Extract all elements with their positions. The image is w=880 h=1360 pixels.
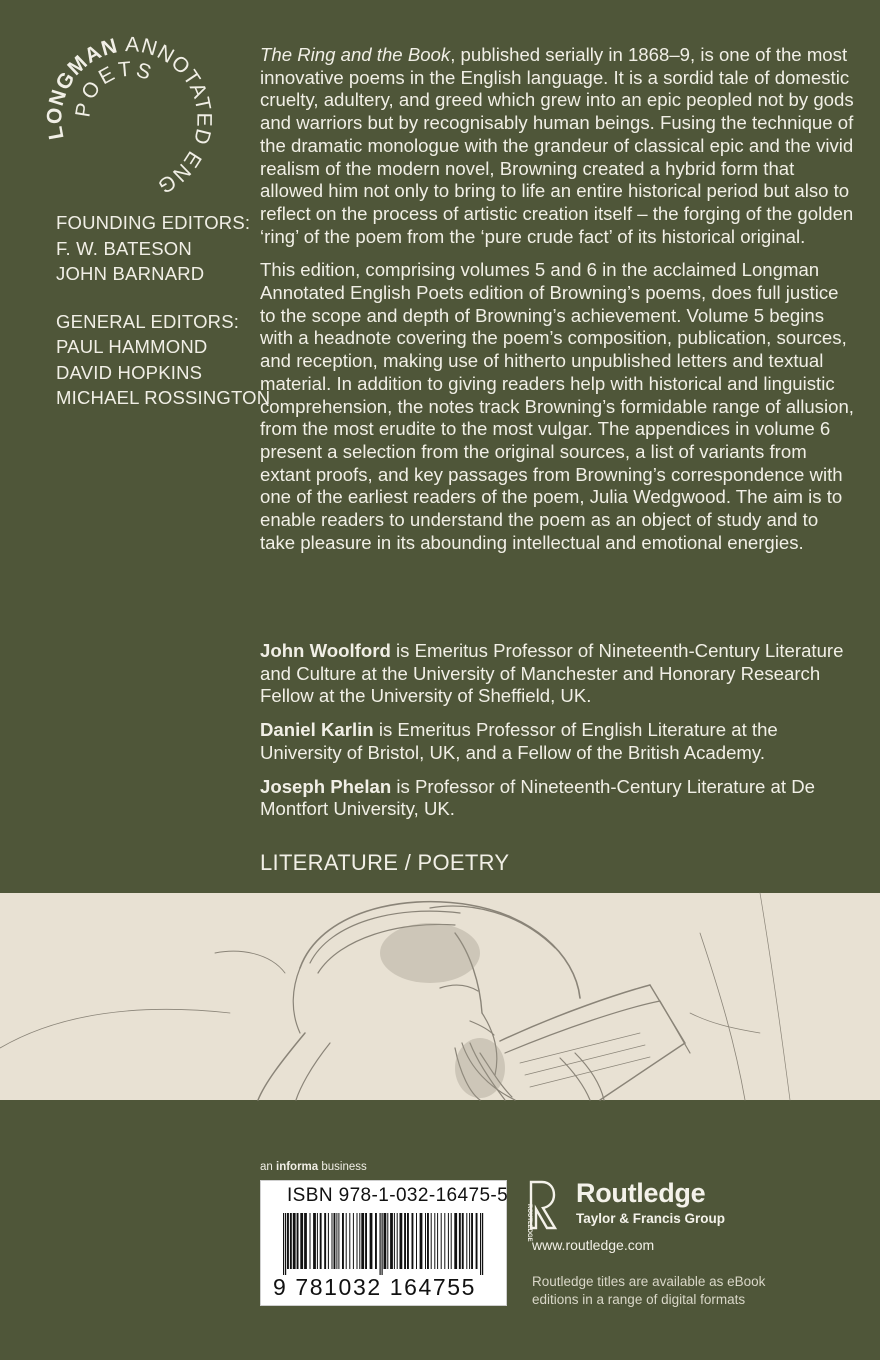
logo-word-longman: LONGMAN [43, 34, 121, 142]
book-title: The Ring and the Book [260, 44, 451, 65]
publisher-url[interactable]: www.routledge.com [532, 1237, 655, 1253]
barcode-bar [400, 1213, 403, 1269]
barcode-bar [310, 1213, 311, 1269]
author-bio [260, 776, 856, 821]
barcode-bar [431, 1213, 432, 1269]
barcode-bar [434, 1213, 435, 1269]
barcode-bar [317, 1213, 318, 1269]
isbn-label: ISBN 978-1-032-16475-5 [287, 1185, 509, 1206]
barcode-bar [357, 1213, 358, 1269]
barcode-bar [324, 1213, 326, 1269]
description-paragraph-1 [260, 44, 856, 248]
barcode-bar [448, 1213, 449, 1269]
description-paragraph-1-text: , published serially in 1868–9, is one of the most innovative poems in the English language. It is a sordid tale of domestic cruelty, adultery, and greed which grew into an epic peopled not by gods and warriors but by recognisably human beings. Fusing the technique of the dramatic monologue with the grandeur of classical epic and the vivid realism of the modern novel, Browning created a hybrid form that allowed him not only to bring to life an entire historical period but also to reflect on the process of artistic creation itself – the forging of the golden ‘ring’ of the poem from the ‘pure crude fact’ of its historical original. [260, 44, 854, 247]
general-editor: PAUL HAMMOND [56, 336, 208, 357]
barcode-bar [444, 1213, 445, 1269]
barcode-bar [425, 1213, 426, 1269]
barcode-bar [328, 1213, 329, 1269]
author-bio-text: is Emeritus Professor of Nineteenth-Century Literature and Culture at the University of Manchester and Honorary Research Fellow at the University of Sheffield, UK. [260, 640, 844, 707]
barcode-bar [332, 1213, 333, 1269]
author-name: Daniel Karlin [260, 719, 374, 741]
barcode-bar [476, 1213, 478, 1269]
barcode-guard-bar [285, 1213, 286, 1275]
barcode-guard-bar [380, 1213, 381, 1275]
author-bio [260, 640, 856, 708]
book-description [260, 44, 856, 554]
barcode-bar [437, 1213, 438, 1269]
informa-brand: informa [276, 1161, 319, 1173]
series-logo-circle [41, 22, 216, 200]
svg-text:LONGMAN ANNOTATED ENGLISH [42, 22, 216, 198]
general-editor: DAVID HOPKINS [56, 361, 203, 383]
barcode-bar [287, 1213, 289, 1269]
author-bio [260, 719, 856, 764]
barcode-bar [427, 1213, 429, 1269]
barcode-bar [320, 1213, 322, 1269]
general-editors-label: GENERAL EDITORS: [56, 310, 240, 332]
barcode-bar [290, 1213, 292, 1269]
logo-word-poets: POETS [71, 57, 157, 119]
barcode-bar [387, 1213, 388, 1269]
barcode-bar [459, 1213, 461, 1269]
general-editors [56, 309, 270, 411]
barcode-bar [361, 1213, 364, 1269]
barcode-bar [404, 1213, 406, 1269]
barcode-bar [353, 1213, 354, 1269]
barcode-bar [342, 1213, 344, 1269]
author-name: John Woolford [260, 640, 391, 661]
routledge-logo-text: ROUTLEDGE [526, 1204, 532, 1242]
barcode-bars [281, 1213, 486, 1275]
barcode-bar [334, 1213, 336, 1269]
routledge-logo-icon [526, 1180, 558, 1242]
sketch-drawing [0, 893, 880, 1100]
barcode-bar [336, 1213, 337, 1269]
subject-category: LITERATURE / POETRY [260, 850, 510, 875]
barcode-bar [466, 1213, 467, 1269]
author-bio-text: is Emeritus Professor of English Literature at the University of Bristol, UK, and a Fellow of the British Academy. [260, 719, 778, 763]
logo-word-rest: ANNOTATED ENGLISH [41, 22, 216, 199]
barcode-bar [370, 1213, 373, 1269]
barcode-bar [416, 1213, 417, 1269]
author-bio-text: is Professor of Nineteenth-Century Literature at De Montfort University, UK. [260, 775, 815, 820]
barcode-bar [469, 1213, 470, 1269]
author-name: Joseph Phelan [260, 775, 392, 797]
barcode-bar [304, 1213, 307, 1269]
barcode-bar [297, 1213, 299, 1269]
description-paragraph-2: This edition, comprising volumes 5 and 6 in the acclaimed Longman Annotated English Poets edition of Browning’s poems, does full justice to the scope and depth of Browning’s achievement. Volume 5 begins with a headnote covering the poem’s composition, publication, sources, and reception, making use of hitherto unpublished letters and textual material. In addition to giving readers help with historical and linguistic comprehension, the notes track Browning’s formidable range of allusion, from the most erudite to the most vulgar. The appendices in volume 6 present a selection from the original sources, a list of variants from extant proofs, and key passages from Browning’s correspondence with one of the earliest readers of the poem, Julia Wedgwood. The aim is to enable readers to understand the poem as an object of study and to take pleasure in its abounding intellectual and emotional energies. [260, 259, 854, 553]
barcode-bar [397, 1213, 398, 1269]
barcode-bar [375, 1213, 377, 1269]
barcode-bar [441, 1213, 442, 1269]
series-logo [41, 22, 216, 200]
publisher-name: Routledge [576, 1178, 706, 1208]
informa-tagline: an informa business [260, 1161, 367, 1173]
barcode-bar [420, 1213, 423, 1269]
isbn-barcode [260, 1180, 507, 1306]
barcode-guard-bar [482, 1213, 483, 1275]
founding-editor: JOHN BARNARD [56, 263, 205, 284]
barcode-bar [394, 1213, 395, 1269]
barcode-bar [293, 1213, 296, 1269]
barcode-guard-bar [382, 1213, 383, 1275]
ebook-note: Routledge titles are available as eBook editions in a range of digital formats [532, 1274, 766, 1307]
barcode-bar [349, 1213, 350, 1269]
publisher-group: Taylor & Francis Group [576, 1211, 726, 1226]
editors-list [56, 210, 270, 433]
barcode-bar [384, 1213, 387, 1269]
founding-editors [56, 210, 270, 287]
barcode-bar [359, 1213, 360, 1269]
founding-editor: F. W. BATESON [56, 237, 192, 259]
barcode-bar [451, 1213, 452, 1269]
barcode-bar [462, 1213, 464, 1269]
barcode-bar [412, 1213, 414, 1269]
barcode-guard-bar [283, 1213, 284, 1275]
barcode-bar [346, 1213, 347, 1269]
barcode-bar [300, 1213, 303, 1269]
barcode-bar [338, 1213, 339, 1269]
barcode-bar [313, 1213, 316, 1269]
publisher-block [526, 1178, 808, 1242]
barcode-bar [454, 1213, 457, 1269]
barcode-guard-bar [480, 1213, 481, 1275]
pencil-sketch-portrait [0, 893, 880, 1100]
barcode-bar [471, 1213, 473, 1269]
isbn-digits: 9 781032 164755 [273, 1274, 477, 1300]
general-editor: MICHAEL ROSSINGTON [56, 387, 271, 408]
barcode-bar [390, 1213, 393, 1269]
barcode-bar [365, 1213, 367, 1269]
author-bios [260, 640, 856, 832]
barcode-bar [407, 1213, 409, 1269]
founding-editors-label: FOUNDING EDITORS: [56, 212, 251, 233]
